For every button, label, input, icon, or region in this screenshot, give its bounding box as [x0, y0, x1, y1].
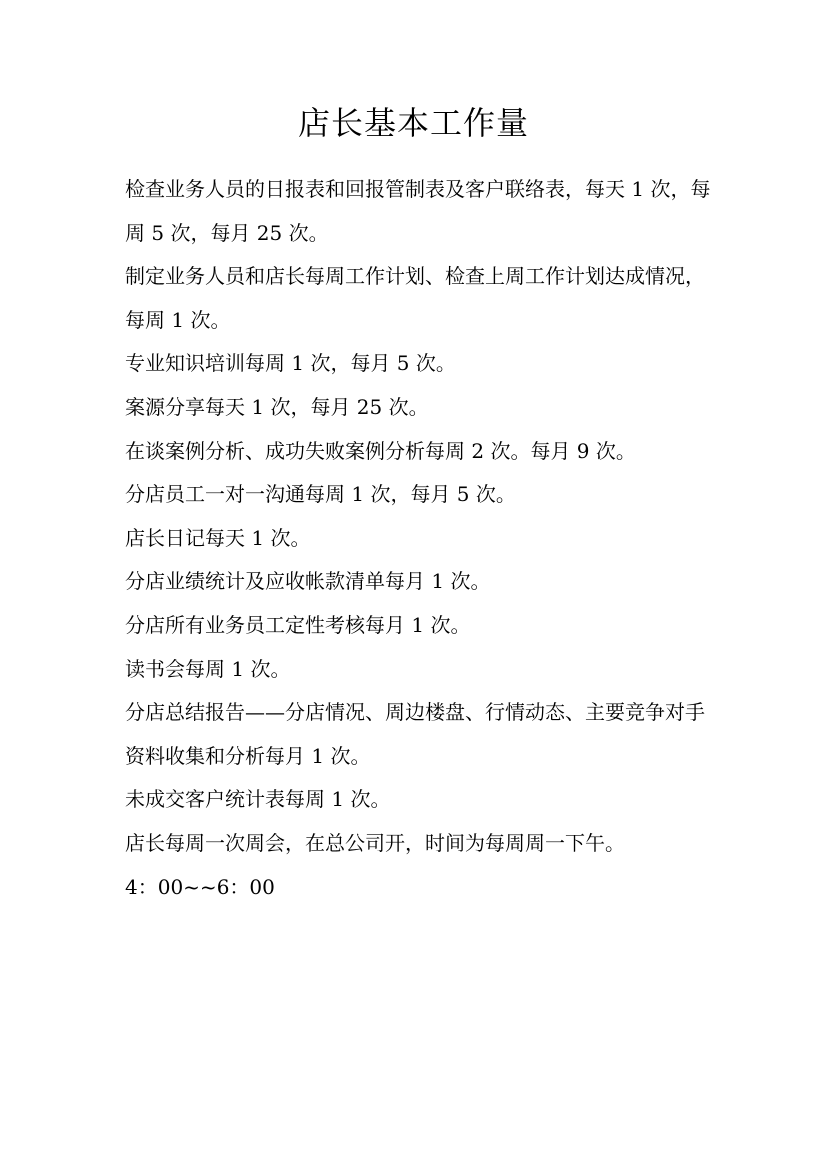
- paragraph-weekly-plan: 制定业务人员和店长每周工作计划、检查上周工作计划达成情况，每周 1 次。: [125, 264, 705, 332]
- paragraph-meeting-time: 4：00~~6：00: [125, 874, 275, 899]
- document-title: 店长基本工作量: [297, 104, 529, 142]
- document-body: [125, 168, 715, 909]
- paragraph-unclosed-clients: 未成交客户统计表每周 1 次。: [125, 787, 391, 812]
- paragraph-case-analysis: 在谈案例分析、成功失败案例分析每周 2 次。每月 9 次。: [125, 438, 636, 463]
- paragraph-staff-assessment: 分店所有业务员工定性考核每月 1 次。: [125, 612, 471, 637]
- paragraph-weekly-meeting: 店长每周一次周会，在总公司开，时间为每周周一下午。: [125, 830, 625, 855]
- paragraph-one-on-one: 分店员工一对一沟通每周 1 次，每月 5 次。: [125, 482, 516, 507]
- paragraph-manager-diary: 店长日记每天 1 次。: [125, 525, 311, 550]
- paragraph-summary-report: 分店总结报告——分店情况、周边楼盘、行情动态、主要竞争对手资料收集和分析每月 1 次。: [125, 700, 705, 768]
- paragraph-daily-report-check: 检查业务人员的日报表和回报管制表及客户联络表，每天 1 次，每周 5 次，每月 25 次。: [125, 177, 711, 245]
- paragraph-case-sharing: 案源分享每天 1 次，每月 25 次。: [125, 394, 429, 419]
- paragraph-training: 专业知识培训每周 1 次，每月 5 次。: [125, 351, 456, 376]
- paragraph-performance-stats: 分店业绩统计及应收帐款清单每月 1 次。: [125, 569, 491, 594]
- paragraph-reading-club: 读书会每周 1 次。: [125, 656, 291, 681]
